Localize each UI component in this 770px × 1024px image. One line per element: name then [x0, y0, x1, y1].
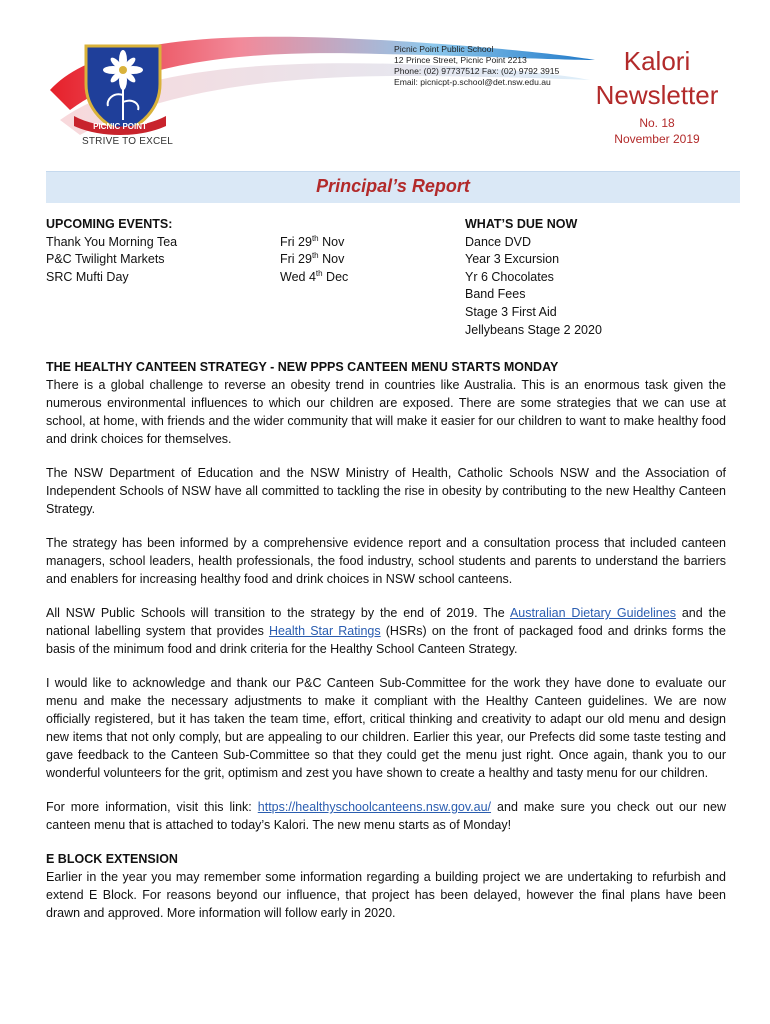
due-item: Stage 3 First Aid: [465, 304, 557, 319]
article-paragraph: The NSW Department of Education and the NSW Ministry of Health, Catholic Schools NSW and the Association of Independent Schools of NSW have all committed to tackling the rise in obesity by contributing to the new Healthy Canteen Strategy.: [46, 466, 726, 516]
newsletter-title: [582, 44, 732, 112]
whats-due-list: [465, 216, 735, 339]
newsletter-issue: [582, 115, 732, 147]
newsletter-title-line1: Kalori: [623, 46, 691, 76]
address-line: Email: picnicpt-p.school@det.nsw.edu.au: [394, 77, 551, 87]
healthy-canteens-link[interactable]: https://healthyschoolcanteens.nsw.gov.au/: [257, 800, 492, 814]
event-date: Fri 29th Nov: [280, 233, 345, 249]
due-item: Dance DVD: [465, 234, 531, 249]
event-name: SRC Mufti Day: [46, 269, 129, 284]
upcoming-events-heading: UPCOMING EVENTS:: [46, 217, 173, 231]
newsletter-title-line2: Newsletter: [595, 80, 719, 110]
section-title: Principal’s Report: [316, 176, 470, 196]
article-paragraph: The strategy has been informed by a comprehensive evidence report and a consultation process that included canteen managers, school leaders, health professionals, the food industry, school students and parents to understand the barriers and enablers for increasing healthy food and drink choices in NSW school canteens.: [46, 536, 726, 586]
event-name: P&C Twilight Markets: [46, 252, 165, 267]
issue-date: November 2019: [614, 132, 700, 146]
article-paragraph: For more information, visit this link: https://healthyschoolcanteens.nsw.gov.au/ and make sure you check out our new canteen menu that is attached to today’s Kalori. The new menu starts as of Monday!: [46, 800, 726, 832]
due-item: Year 3 Excursion: [465, 252, 560, 267]
due-item: Jellybeans Stage 2 2020: [465, 322, 602, 337]
school-motto: STRIVE TO EXCEL: [82, 136, 173, 147]
upcoming-events-dates: [280, 216, 440, 286]
due-item: Yr 6 Chocolates: [465, 269, 554, 284]
article-paragraph: All NSW Public Schools will transition to the strategy by the end of 2019. The Australian Dietary Guidelines and the national labelling system that provides Health Star Ratings (HSRs) on the front of packaged food and drinks forms the basis of the minimum food and drink criteria for the Healthy School Canteen Strategy.: [46, 606, 726, 656]
address-line: 12 Prince Street, Picnic Point 2213: [394, 55, 527, 65]
eblock-heading: E BLOCK EXTENSION: [46, 852, 178, 866]
dietary-guidelines-link[interactable]: Australian Dietary Guidelines: [509, 606, 676, 620]
issue-number: No. 18: [639, 116, 675, 130]
event-name: Thank You Morning Tea: [46, 234, 178, 249]
article-paragraph: There is a global challenge to reverse an obesity trend in countries like Australia. This is an enormous task given the numerous environmental influences to which our children are exposed. There are some strategies that we can use at school, at home, with friends and the wider community that will make it easier for our children to want to make healthy food and drink choices for themselves.: [46, 378, 726, 446]
crest-banner: [70, 110, 170, 138]
section-title-bar: [46, 171, 740, 203]
article-body: [46, 358, 726, 938]
event-date: Fri 29th Nov: [280, 251, 345, 267]
address-line: Phone: (02) 97737512 Fax: (02) 9792 3915: [394, 66, 560, 76]
newsletter-header: [0, 0, 770, 160]
crest-banner-label: PICNIC POINT: [93, 122, 147, 131]
event-date: Wed 4th Dec: [280, 268, 349, 284]
health-star-ratings-link[interactable]: Health Star Ratings: [268, 624, 381, 638]
whats-due-heading: WHAT’S DUE NOW: [465, 217, 578, 231]
eblock-paragraph: Earlier in the year you may remember some information regarding a building project we are undertaking to refurbish and extend E Block. For reasons beyond our influence, that project has been delayed, however the final plans have been drawn and approved. More information will follow early in 2020.: [46, 870, 726, 920]
article-paragraph: I would like to acknowledge and thank our P&C Canteen Sub-Committee for the work they have done to evaluate our menu and make the necessary adjustments to make it compliant with the Healthy Canteen guidelines. We are now officially registered, but it has taken the team time, effort, critical thinking and creativity to adapt our old menu and design new items that not only comply, but are appealing to our children. Earlier this year, our Prefects did some taste testing and gave feedback to the Canteen Sub-Committee so that they could get the menu just right. Once again, thank you to our wonderful volunteers for the grit, optimism and zest you have shown to create a healthy and tasty menu for our children.: [46, 676, 726, 780]
address-line: Picnic Point Public School: [394, 44, 494, 54]
upcoming-events-list: [46, 216, 266, 286]
due-item: Band Fees: [465, 287, 526, 302]
school-address-block: [394, 44, 559, 88]
article-heading: THE HEALTHY CANTEEN STRATEGY - NEW PPPS CANTEEN MENU STARTS MONDAY: [46, 360, 559, 374]
